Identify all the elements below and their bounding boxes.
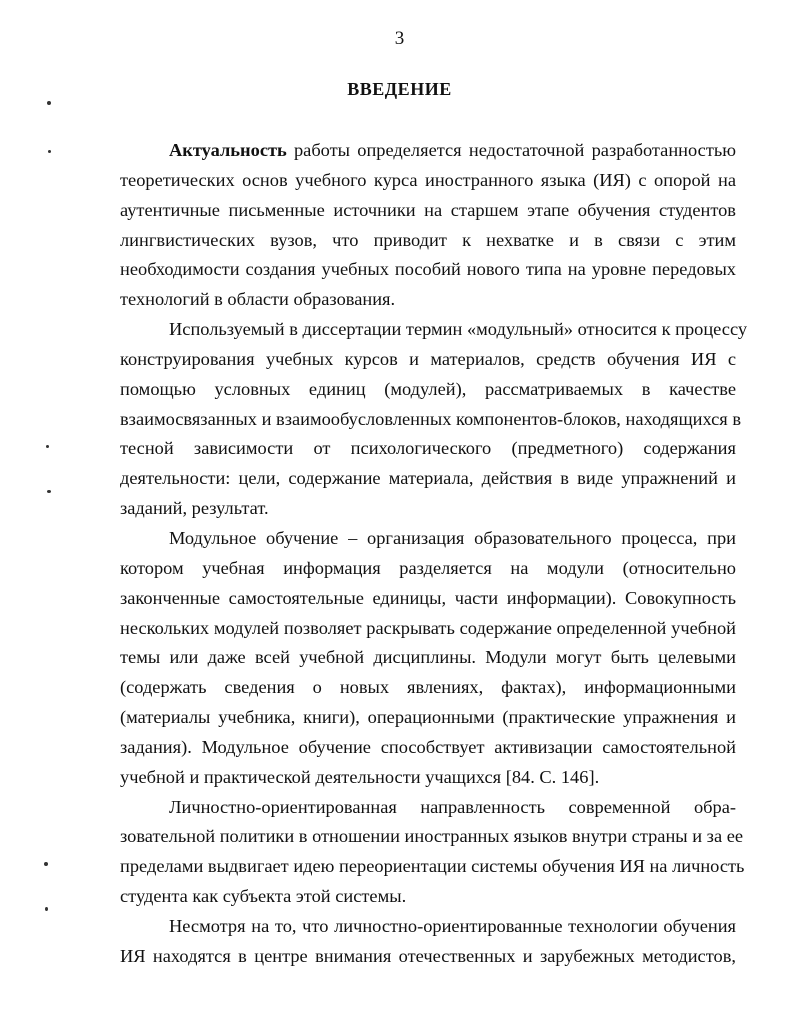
text-line: пределами выдвигает идею переориентации системы обучения ИЯ на личность bbox=[120, 856, 745, 877]
text-line: студента как субъекта этой системы. bbox=[120, 886, 407, 907]
text-line: конструирования учебных курсов и материалов, средств обучения ИЯ с bbox=[120, 348, 736, 369]
scan-speck bbox=[44, 862, 48, 866]
text-line: необходимости создания учебных пособий нового типа на уровне передовых bbox=[120, 259, 736, 280]
body-text bbox=[120, 136, 748, 972]
text-line bbox=[120, 136, 736, 166]
paragraph-modular-learning bbox=[120, 524, 736, 793]
text-line: взаимосвязанных и взаимообусловленных компонентов-блоков, находящихся в bbox=[120, 408, 742, 429]
text-line: зовательной политики в отношении иностранных языков внутри страны и за ее bbox=[120, 826, 744, 847]
text-line: темы или даже всей учебной дисциплины. Модули могут быть целевыми bbox=[120, 647, 736, 668]
text-line: лингвистических вузов, что приводит к нехватке и в связи с этим bbox=[120, 229, 736, 250]
keyword-bold: Актуальность bbox=[169, 140, 287, 160]
paragraph-personal-orientation bbox=[120, 793, 745, 912]
text-line: аутентичные письменные источники на старшем этапе обучения студентов bbox=[120, 199, 736, 220]
text-line: Используемый в диссертации термин «модульный» относится к процессу bbox=[169, 319, 748, 340]
text-line: помощью условных единиц (модулей), рассматриваемых в качестве bbox=[120, 378, 736, 399]
text-line: нескольких модулей позволяет раскрывать содержание определенной учебной bbox=[120, 617, 736, 638]
text-line: тесной зависимости от психологического (предметного) содержания bbox=[120, 438, 736, 459]
text-line: котором учебная информация разделяется на модули (относительно bbox=[120, 557, 736, 578]
page-number: 3 bbox=[394, 28, 405, 49]
text-line: Личностно-ориентированная направленность современной обра- bbox=[169, 796, 736, 817]
scan-speck bbox=[46, 445, 49, 448]
text-line: законченные самостоятельные единицы, части информации). Совокупность bbox=[120, 587, 736, 608]
scan-speck bbox=[45, 907, 48, 911]
text-line: (содержать сведения о новых явлениях, фактах), информационными bbox=[120, 677, 736, 698]
text-line: задания). Модульное обучение способствует активизации самостоятельной bbox=[120, 736, 736, 757]
text-line: учебной и практической деятельности учащихся [84. С. 146]. bbox=[120, 766, 600, 787]
text-line: технологий в области образования. bbox=[120, 289, 396, 310]
text-line: заданий, результат. bbox=[120, 498, 269, 519]
text-line: деятельности: цели, содержание материала, действия в виде упражнений и bbox=[120, 468, 736, 489]
section-heading: ВВЕДЕНИЕ bbox=[347, 79, 452, 99]
text-line: теоретических основ учебного курса иностранного языка (ИЯ) с опорой на bbox=[120, 169, 736, 190]
paragraph-despite bbox=[120, 912, 736, 972]
text-line: Модульное обучение – организация образовательного процесса, при bbox=[169, 527, 736, 548]
scan-speck bbox=[47, 101, 51, 105]
scan-speck bbox=[47, 490, 51, 493]
paragraph-modular-term bbox=[120, 315, 748, 524]
scan-speck bbox=[48, 150, 51, 153]
text-line: ИЯ находятся в центре внимания отечественных и зарубежных методистов, bbox=[120, 945, 736, 966]
text-run: работы определяется недостаточной разработанностью bbox=[286, 140, 736, 160]
text-line: Несмотря на то, что личностно-ориентированные технологии обучения bbox=[169, 915, 736, 936]
text-line: (материалы учебника, книги), операционными (практические упражнения и bbox=[120, 707, 736, 728]
paragraph-relevance bbox=[120, 136, 736, 315]
